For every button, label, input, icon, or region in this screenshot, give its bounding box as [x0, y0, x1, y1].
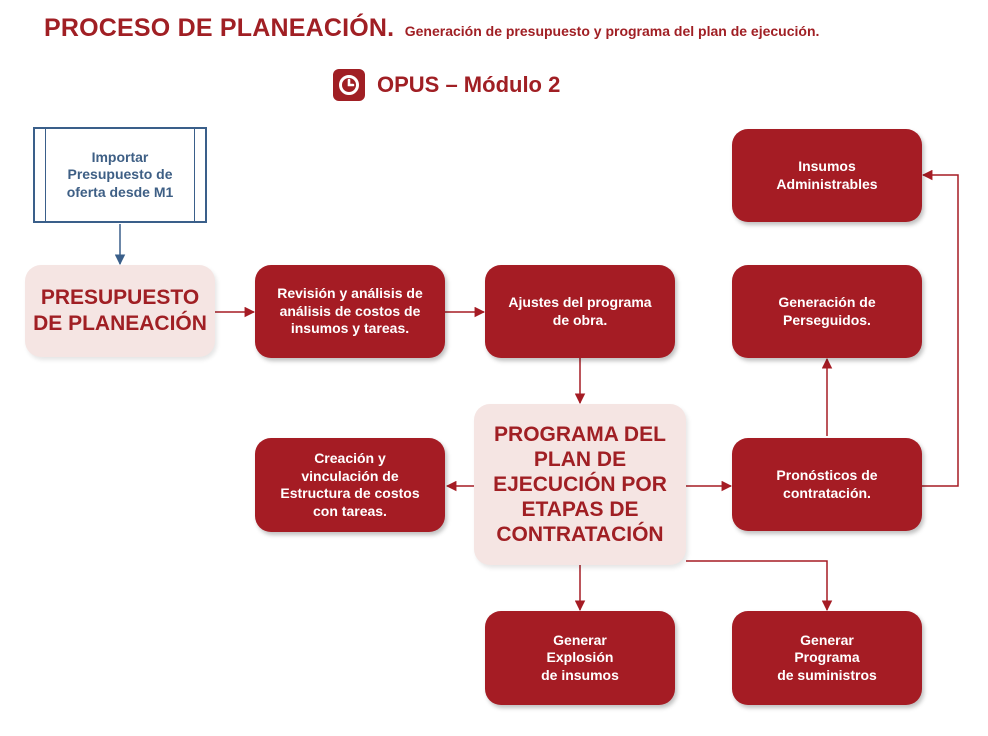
import-presupuesto-box	[33, 127, 207, 223]
creacion-label: Creación y vinculación de Estructura de costos con tareas.	[280, 450, 420, 519]
creacion-vinculacion-box	[255, 438, 445, 532]
presupuesto-planeacion-box	[25, 265, 215, 357]
title-main: PROCESO DE PLANEACIÓN.	[44, 14, 395, 42]
programa-plan-box	[474, 404, 686, 565]
import-label: Importar Presupuesto de oferta desde M1	[66, 148, 174, 200]
revision-label: Revisión y análisis de análisis de costos de insumos y tareas.	[277, 285, 423, 337]
arrow-pronosticos-to-insumos	[922, 175, 958, 486]
insumos-administrables-box	[732, 129, 922, 222]
revision-analisis-box	[255, 265, 445, 358]
pronosticos-label: Pronósticos de contratación.	[776, 467, 878, 501]
suministros-label: Generar Programa de suministros	[777, 631, 877, 683]
ajustes-programa-box	[485, 265, 675, 358]
programa-suministros-box	[732, 611, 922, 705]
module-label: OPUS – Módulo 2	[377, 72, 561, 97]
arrow-programa-to-suministros	[686, 561, 827, 610]
presupuesto-label: PRESUPUESTO DE PLANEACIÓN	[33, 285, 207, 335]
perseguidos-label: Generación de Perseguidos.	[778, 294, 876, 328]
explosion-insumos-box	[485, 611, 675, 705]
explosion-label: Generar Explosión de insumos	[541, 631, 619, 683]
pronosticos-box	[732, 438, 922, 531]
perseguidos-box	[732, 265, 922, 358]
ajustes-label: Ajustes del programa de obra.	[508, 294, 652, 328]
title-sub: Generación de presupuesto y programa del plan de ejecución.	[404, 23, 820, 39]
insumos-admin-label: Insumos Administrables	[776, 158, 878, 192]
programa-label: PROGRAMA DEL PLAN DE EJECUCIÓN POR ETAPAS DE CONTRATACIÓN	[493, 422, 667, 547]
